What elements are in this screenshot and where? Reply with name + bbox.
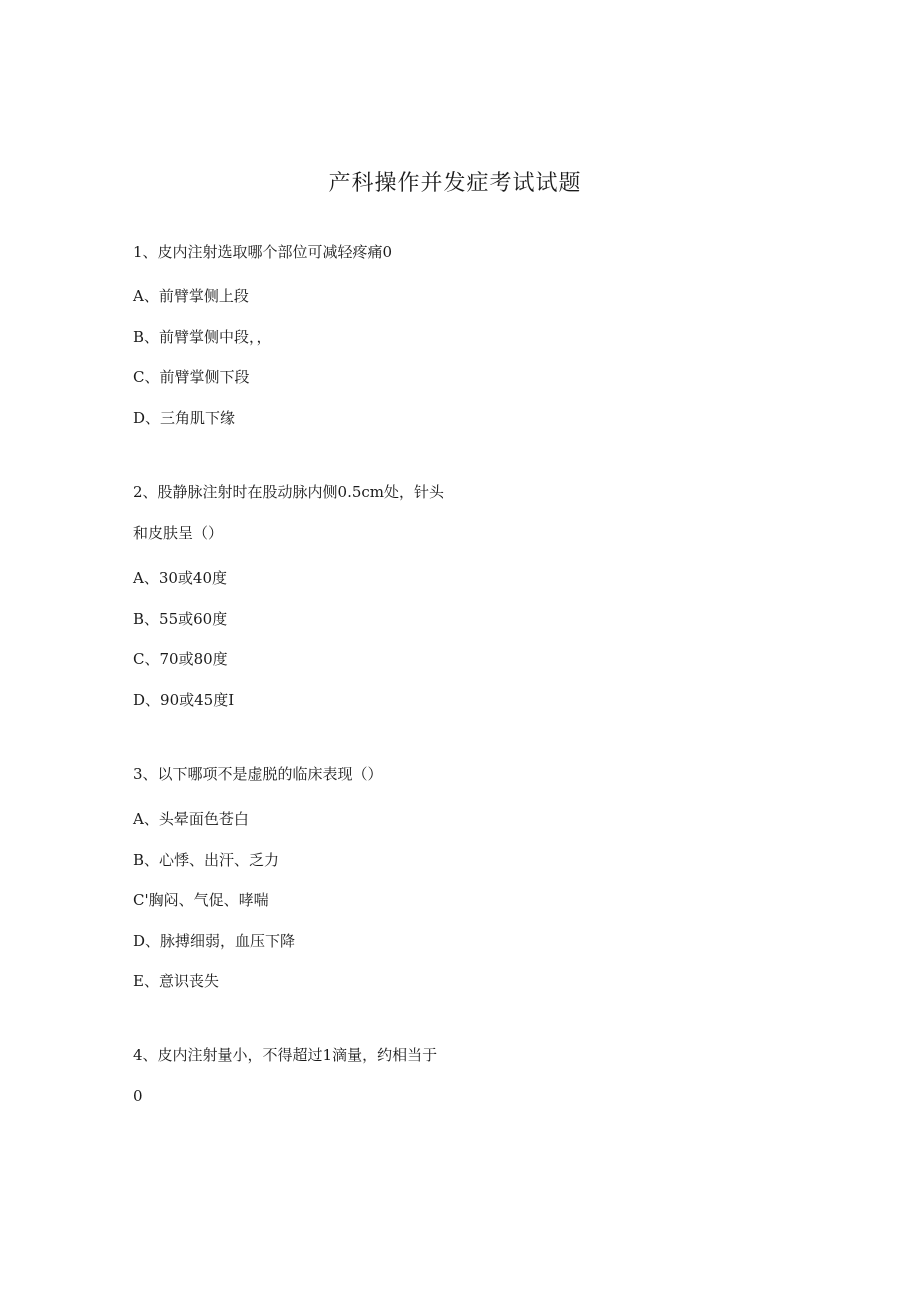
- question-1-option-b: B、前臂掌侧中段，，: [133, 328, 272, 346]
- question-1-option-a: A、前臂掌侧上段: [133, 287, 249, 305]
- question-3-stem: 3、以下哪项不是虚脱的临床表现（）: [133, 765, 383, 783]
- question-2-option-b: B、55或60度: [133, 610, 228, 628]
- document-title: 产科操作并发症考试试题: [328, 171, 582, 196]
- question-3-option-c: C'胸闷、气促、哮喘: [133, 891, 269, 909]
- question-3-option-d: D、脉搏细弱，血压下降: [133, 932, 296, 950]
- question-1-stem: 1、皮内注射选取哪个部位可减轻疼痛0: [133, 243, 393, 261]
- question-4-stem-line-2: 0: [133, 1087, 143, 1105]
- question-3-option-a: A、头晕面色苍白: [133, 810, 249, 828]
- question-1-option-d: D、三角肌下缘: [133, 409, 236, 427]
- question-2-option-d: D、90或45度I: [133, 691, 235, 709]
- question-3-option-e: E、意识丧失: [133, 972, 219, 990]
- question-3-option-b: B、心悸、出汗、乏力: [133, 851, 280, 869]
- question-1-option-c: C、前臂掌侧下段: [133, 368, 250, 386]
- question-2-option-a: A、30或40度: [133, 569, 228, 587]
- question-4-stem-line-1: 4、皮内注射量小，不得超过1滴量，约相当于: [133, 1046, 438, 1064]
- question-2-stem-line-2: 和皮肤呈（）: [133, 524, 224, 542]
- question-2-stem-line-1: 2、股静脉注射时在股动脉内侧0.5cm处，针头: [133, 483, 445, 501]
- question-2-option-c: C、70或80度: [133, 650, 228, 668]
